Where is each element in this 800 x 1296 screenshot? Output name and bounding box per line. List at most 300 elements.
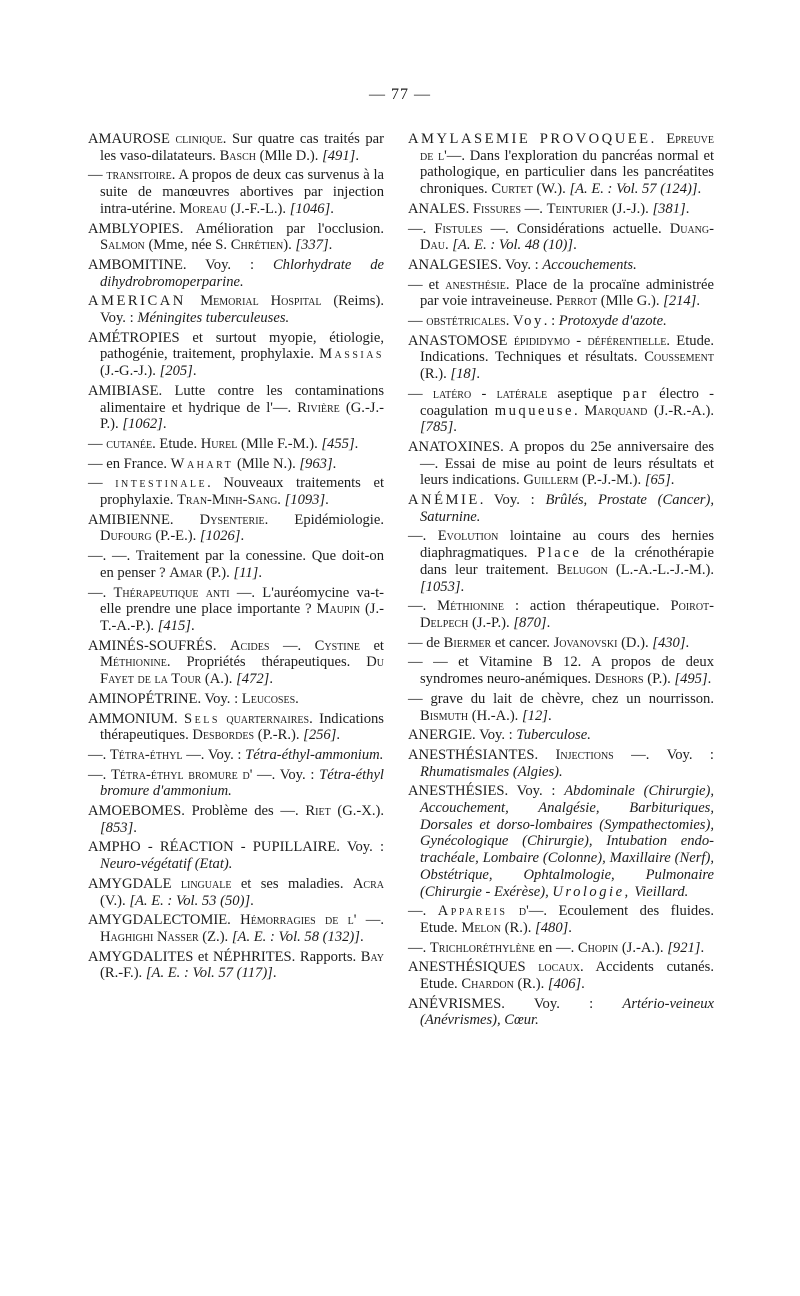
entry-text: AMIBIENNE. (88, 511, 200, 528)
entry-text: Dysenterie (199, 511, 265, 528)
entry-text: (G.-X.). (330, 803, 384, 820)
entry-text: Biermer (443, 634, 492, 651)
entry-text: [455] (321, 435, 355, 452)
index-entry (408, 277, 714, 310)
index-entry (88, 330, 384, 380)
entry-text: Fistules (434, 220, 483, 237)
entry-text: . (700, 939, 705, 956)
index-entry (88, 512, 384, 545)
entry-text: [472] (236, 671, 270, 688)
index-entry (408, 654, 714, 687)
index-entry (88, 803, 384, 836)
entry-text: (V.). (100, 892, 130, 909)
entry-text: —. (269, 637, 315, 654)
entry-text: Voy (513, 313, 544, 330)
entry-text: . Voy. : (479, 492, 546, 509)
entry-text: Maupin (316, 601, 361, 618)
entry-text: Tétra-éthyl (109, 746, 183, 763)
entry-text: Tétra-éthyl-ammonium. (245, 746, 384, 763)
entry-text: ANESTHÉSIES. Voy. : (408, 783, 565, 800)
entry-text: AMYGDALE (88, 875, 181, 892)
entry-text: Coussement (644, 349, 714, 366)
entry-text: —. Voy. : (182, 746, 246, 763)
index-entry (88, 767, 384, 800)
entry-text: —. (408, 598, 438, 615)
entry-text: . (581, 976, 585, 993)
entry-text: AMBOMITINE. Voy. : (88, 256, 273, 273)
entry-text: [A. E. : Vol. 57 (117)] (145, 965, 273, 982)
entry-text: —. —. Traitement par la conessine. Que doit-on en penser ? (88, 548, 384, 581)
entry-text: . (568, 919, 572, 936)
entry-text: AMERICAN (88, 293, 201, 310)
entry-text: et ses maladies. (231, 875, 353, 892)
entry-text: [1053] (420, 578, 461, 595)
index-entry (408, 691, 714, 724)
entry-text: Hurel (200, 435, 238, 452)
entry-text: Epreuve de l' (420, 131, 714, 164)
entry-text: (P.-E.). (151, 528, 200, 545)
entry-text: Fissures (472, 200, 522, 217)
entry-text: Sels (184, 710, 220, 727)
entry-text: Chlorhydrate de dihydrobromoperparine. (100, 256, 384, 290)
entry-text: . Indications thérapeutiques. (100, 710, 384, 744)
entry-text: Amar (169, 564, 203, 581)
entry-text: Marquand (584, 402, 648, 419)
entry-text: Artério-veineux (Anévrismes), Cœur. (420, 995, 714, 1029)
entry-text: Trichloréthylène (429, 939, 535, 956)
entry-text: . Nouveaux traitements et prophylaxie. (100, 475, 384, 509)
entry-text: . (707, 671, 712, 688)
entry-text: lointaine au cours des hernies diaphragmatiques. (420, 528, 714, 562)
entry-text: (Z.). (198, 928, 232, 945)
entry-text: Appareis (437, 903, 508, 920)
entry-text: anesthésie (445, 276, 506, 293)
entry-text: . Sur quatre cas traités par les vaso-dilatateurs. (100, 131, 384, 164)
entry-text: [65] (644, 472, 671, 489)
entry-text: Memorial Hospital (200, 293, 322, 310)
entry-text: Belugon (556, 561, 608, 578)
entry-text: quarternaires (226, 710, 310, 727)
entry-text: Tuberculose. (516, 727, 591, 744)
entry-text: Haghighi Nasser (100, 928, 199, 945)
entry-text: [495] (674, 671, 708, 688)
entry-text: Accouchements. (542, 256, 637, 273)
entry-text: (Mlle D.). (255, 147, 323, 164)
entry-text: (R.). (500, 919, 536, 936)
entry-text: Bay (360, 948, 384, 965)
index-entry (408, 747, 714, 780)
entry-text: (J.-A.). (618, 939, 668, 956)
entry-text: Neuro-végétatif (Etat). (100, 856, 233, 873)
entry-text: . Propriétés thérapeutiques. (166, 654, 367, 671)
entry-text: (J.-T.-A.-P.). (100, 601, 384, 634)
entry-text: . (325, 492, 329, 509)
entry-text: (R.). (513, 976, 548, 993)
entry-text: —. Voy. : (613, 746, 714, 763)
entry-text: clinique (175, 131, 223, 147)
entry-text: muqueuse (494, 402, 574, 419)
entry-text: Tétra-éthyl bromure d'ammonium. (100, 766, 384, 800)
entry-text: Chardon (461, 976, 514, 993)
entry-text: Méthionine (100, 654, 167, 671)
entry-text: . (354, 435, 359, 452)
right-column (408, 131, 714, 1032)
entry-text: Bismuth (420, 707, 469, 724)
entry-text: linguale (180, 875, 232, 892)
entry-text: Tétra-éthyl bromure d' (110, 766, 253, 783)
entry-text: Du Fayet de la Tour (100, 654, 384, 688)
entry-text: ANALES. (408, 200, 473, 217)
entry-text: (A.). (201, 671, 237, 688)
entry-text: latéro - latérale (432, 385, 548, 402)
index-entry (88, 383, 384, 433)
entry-text: Massias (319, 346, 384, 363)
index-entry (408, 996, 714, 1029)
entry-text: Thérapeutique anti (113, 584, 230, 601)
entry-text: — grave du lait de chèvre, chez un nourrisson. (408, 690, 714, 707)
entry-text: . (696, 293, 701, 310)
entry-text: [1046] (289, 200, 331, 217)
entry-text: [337] (295, 237, 329, 254)
index-entry (88, 638, 384, 688)
entry-text: . Etude. Indications. Techniques et résultats. (420, 332, 714, 366)
entry-text: —. (521, 200, 547, 217)
entry-text: Moreau (179, 200, 227, 217)
entry-text: Tran-Minh-Sang (177, 492, 278, 509)
index-entry (88, 257, 384, 290)
entry-text: et (359, 637, 384, 654)
entry-text: . (453, 419, 457, 436)
index-entry (88, 691, 384, 708)
entry-text: par (622, 385, 649, 402)
left-column (88, 131, 384, 985)
entry-text: (W.). (532, 181, 570, 198)
entry-text: — de (408, 634, 444, 651)
entry-text: AMAUROSE (88, 131, 176, 147)
entry-text: ). (283, 237, 296, 254)
entry-text: intestinale (115, 475, 208, 492)
entry-text: (Reims). Voy. : (100, 293, 384, 327)
entry-text: obstétricales (426, 313, 506, 330)
entry-text: AMINOPÉTRINE. Voy. : (88, 690, 242, 707)
entry-text: AMPHO - RÉACTION - PUPILLAIRE. Voy. : (88, 839, 384, 856)
index-entry (88, 131, 384, 164)
entry-text: . (546, 614, 551, 631)
entry-text: —. Considérations actuelle. (482, 220, 670, 237)
entry-text: —. Voy. : (252, 766, 320, 783)
entry-text: . (258, 564, 262, 581)
entry-text: [1026] (199, 528, 241, 545)
entry-text: Acides (230, 637, 270, 654)
entry-text: Abdominale (Chirurgie), Accouchement, Analgésie, Barbituriques, Dorsales et dorso-lombaires (Sympathectomies), Gynécologique (Chirurgie), Intubation endo-trachéale, Lombaire (Colonne), Maxillaire (Nerf), Obstétrique, Ophtalmologie, Pulmonaire (Chirurgie - Exérèse), (420, 783, 714, 900)
entry-text: de la crénothérapie dans leur traitement. (420, 545, 714, 578)
entry-text: transitoire (106, 167, 172, 184)
entry-text: —. L'auréomycine va-t-elle prendre une place importante ? (100, 584, 384, 618)
entry-text: (Mlle N.). (233, 455, 300, 472)
entry-text: ANÉVRISMES. Voy. : (408, 995, 623, 1012)
entry-text: . (336, 727, 341, 744)
index-entry (408, 221, 714, 254)
entry-text: [785] (420, 419, 454, 436)
entry-text: Acra (352, 875, 384, 892)
entry-text: . Accidents cutanés. Etude. (420, 959, 714, 993)
entry-text: (D.). (617, 634, 653, 651)
entry-text: Basch (219, 147, 256, 164)
entry-text: . (460, 578, 465, 595)
entry-text: Hémorragies de l' (240, 912, 357, 929)
index-entry (408, 528, 714, 595)
entry-text: AMOEBOMES. Problème des —. (88, 803, 306, 820)
index-entry (408, 727, 714, 744)
index-entry (408, 783, 714, 900)
entry-text: . (332, 455, 337, 472)
entry-text: — (408, 313, 427, 330)
entry-text: — — et Vitamine B 12. A propos de deux syndromes neuro-anémiques. (408, 654, 714, 688)
entry-text: aseptique (547, 385, 623, 402)
index-entry (408, 959, 714, 992)
entry-text: ANALGESIES. Voy. : (408, 256, 543, 273)
index-entry (408, 257, 714, 274)
entry-text: —. (408, 939, 430, 956)
entry-text: (P.-R.). (254, 727, 304, 744)
entry-text: épididymo - déférentielle (513, 332, 667, 349)
index-entry (88, 167, 384, 217)
entry-text: AMBLYOPIES. Amélioration par l'occlusion. (88, 220, 384, 237)
entry-text: Brûlés, Prostate (Cancer), Saturnine. (420, 492, 714, 525)
entry-text: —. (88, 766, 111, 783)
entry-text: [A. E. : Vol. 58 (132)] (231, 928, 360, 945)
index-entry (408, 313, 714, 330)
entry-text: [430] (652, 634, 686, 651)
entry-text: [256] (303, 727, 337, 744)
entry-text: (P.). (643, 671, 675, 688)
index-entry (88, 747, 384, 764)
entry-text: . (355, 147, 359, 164)
entry-text: (H.-A.). (468, 707, 522, 724)
entry-text: (J.-G.-J.). (100, 363, 160, 380)
entry-text: Protoxyde d'azote. (558, 313, 667, 330)
entry-text: [18] (450, 366, 477, 383)
entry-text: Chrétien (230, 237, 284, 254)
entry-text: [480] (535, 919, 569, 936)
entry-text: . Etude. (152, 435, 201, 452)
entry-text: Deshors (594, 671, 644, 688)
entry-text: Teinturier (546, 200, 609, 217)
entry-text: . (476, 366, 481, 383)
entry-text: Evolution (437, 528, 499, 545)
entry-text: Vieillard. (630, 883, 689, 900)
entry-text: [1062] (122, 416, 163, 433)
entry-text: . (359, 928, 364, 945)
entry-text: électro - coagulation (420, 385, 714, 419)
entry-text: (Mlle G.). (597, 293, 664, 310)
entry-text: . (240, 528, 245, 545)
entry-text: . (697, 181, 702, 198)
entry-text: (J.-P.). (468, 614, 514, 631)
entry-text: [1093] (284, 492, 326, 509)
index-entry (408, 492, 714, 525)
index-entry (408, 201, 714, 218)
entry-text: Jovanovski (553, 634, 618, 651)
entry-text: . (133, 819, 137, 836)
entry-text: —. Ecoulement des fluides. Etude. (420, 903, 714, 936)
entry-text: Méthionine (437, 598, 505, 615)
entry-text: —. (88, 746, 110, 763)
entry-text: [491] (322, 147, 356, 164)
index-entry (88, 585, 384, 635)
entry-text: Urologie, (552, 883, 631, 900)
entry-text: [A. E. : Vol. 53 (50)] (129, 892, 251, 909)
entry-text: — et (408, 276, 446, 293)
entry-text: —. (408, 528, 438, 545)
entry-text: AMMONIUM. (88, 710, 185, 727)
entry-text: (J.-F.-L.). (226, 200, 290, 217)
entry-text: d' (518, 903, 529, 920)
entry-text: ANERGIE. Voy. : (408, 727, 517, 744)
entry-text: en —. (534, 939, 578, 956)
entry-text: (P.). (202, 564, 234, 581)
entry-text: . (162, 416, 167, 433)
entry-text: ANESTHÉSIQUES (408, 959, 539, 976)
entry-text: (Mlle F.-M.). (237, 435, 322, 452)
entry-text: AMYLASEMIE PROVOQUEE. (408, 131, 667, 147)
entry-text: Dufourg (100, 528, 152, 545)
entry-text: Curtet (491, 181, 533, 198)
entry-text: —. (408, 220, 435, 237)
entry-text: — (408, 385, 433, 402)
entry-text: . (277, 492, 285, 509)
entry-text: . (547, 707, 552, 724)
index-entry (88, 949, 384, 982)
entry-text: [415] (157, 617, 191, 634)
entry-text: . (190, 617, 195, 634)
entry-text: (Mme, née S. (144, 237, 231, 254)
entry-text: et cancer. (491, 634, 554, 651)
index-entry (408, 903, 714, 936)
entry-text: [A. E. : Vol. 57 (124)] (569, 181, 698, 198)
entry-text: ANASTOMOSE (408, 332, 514, 349)
entry-text: Chopin (577, 939, 619, 956)
entry-text: [11] (233, 564, 259, 581)
entry-text: Injections (555, 746, 614, 763)
entry-text: [853] (100, 819, 134, 836)
entry-text: (R.). (420, 366, 451, 383)
entry-text: Riet (305, 803, 331, 820)
index-entry (408, 131, 714, 198)
index-entry (88, 548, 384, 581)
entry-text: (R.-F.). (100, 965, 146, 982)
entry-text: AMIBIASE. Lutte contre les contaminations alimentaire et hydrique de l'—. (88, 382, 384, 416)
index-entry (408, 598, 714, 631)
entry-text: ANESTHÉSIANTES. (408, 746, 556, 763)
entry-text: [12] (521, 707, 548, 724)
entry-text: AMÉTROPIES et surtout myopie, étiologie, pathogénie, traitement, prophylaxie. (88, 329, 384, 363)
entry-text: . (685, 200, 690, 217)
entry-text: . (573, 402, 585, 419)
index-entry (88, 475, 384, 508)
index-entry (88, 912, 384, 945)
index-entry (88, 839, 384, 872)
entry-text: Méningites tuberculeuses. (137, 310, 290, 327)
entry-text: Duang-Dau (420, 220, 714, 254)
entry-text: . (444, 237, 453, 254)
entry-text: AMYGDALITES et NÉPHRITES. Rapports. (88, 948, 361, 965)
index-entry (88, 876, 384, 909)
entry-text: — (88, 475, 116, 492)
entry-text (507, 903, 519, 919)
entry-text: Leucoses (241, 690, 296, 707)
entry-text: : action thérapeutique. (504, 598, 671, 615)
entry-text: [205] (159, 363, 193, 380)
entry-text: Desbordes (192, 727, 255, 744)
index-entry (408, 333, 714, 383)
entry-text: (P.-J.-M.). (578, 472, 645, 489)
entry-text: —. Dans l'exploration du pancréas normal et pathologique, en particulier dans les pancréatites chroniques. (420, 147, 715, 198)
entry-text: [214] (663, 293, 697, 310)
index-entry (88, 711, 384, 744)
entry-text: [A. E. : Vol. 48 (10)] (452, 237, 574, 254)
page-number: — 77 — (369, 86, 431, 103)
entry-text: Salmon (100, 237, 145, 254)
index-entry (88, 293, 384, 326)
entry-text: —. (88, 584, 114, 601)
entry-text: (L.-A.-L.-J.-M.). (607, 561, 714, 578)
entry-text: Rivière (297, 399, 340, 416)
entry-text: . (330, 200, 334, 217)
entry-text: . (272, 965, 277, 982)
entry-text: [963] (299, 455, 333, 472)
entry-text: AMYGDALECTOMIE. (88, 912, 241, 929)
entry-text: . (573, 237, 577, 254)
index-entry (88, 456, 384, 473)
entry-text: Wahart (170, 455, 234, 472)
entry-text: . (670, 472, 675, 489)
entry-text: . (192, 363, 197, 380)
entry-text: . A propos de deux cas survenus à la suite de manœuvres abortives par injection intra-utérine. (100, 167, 384, 217)
entry-text: Melon (461, 919, 501, 936)
index-entry (88, 221, 384, 254)
entry-text: Guillerm (523, 472, 579, 489)
entry-text: ANÉMIE (408, 492, 480, 509)
entry-text: —. (356, 912, 384, 929)
entry-text: (G.-J.-P.). (100, 399, 384, 433)
entry-text: Place (537, 545, 582, 562)
entry-text: —. (408, 903, 438, 920)
entry-text: cutanée (106, 435, 153, 452)
index-entry (408, 635, 714, 652)
entry-text: . Epidémiologie. (264, 511, 384, 528)
entry-text: Cystine (314, 637, 360, 654)
entry-text: [921] (667, 939, 701, 956)
entry-text: — (88, 167, 107, 184)
entry-text: . (328, 237, 333, 254)
entry-text: . (505, 313, 513, 330)
entry-text: . (269, 671, 273, 688)
entry-text: . Place de la procaïne administrée par voie intraveineuse. (420, 276, 714, 310)
index-entry (408, 386, 714, 436)
entry-text: [406] (547, 976, 582, 993)
entry-text: — (88, 435, 107, 452)
entry-text: — en France. (88, 455, 171, 472)
entry-text: . : (543, 313, 559, 330)
entry-text: Rhumatismales (Algies). (420, 763, 563, 780)
entry-text: . (250, 892, 254, 909)
index-entry (408, 439, 714, 489)
entry-text: . (295, 690, 299, 707)
index-entry (88, 436, 384, 453)
entry-text: locaux (538, 959, 580, 976)
entry-text: [381] (652, 200, 686, 217)
